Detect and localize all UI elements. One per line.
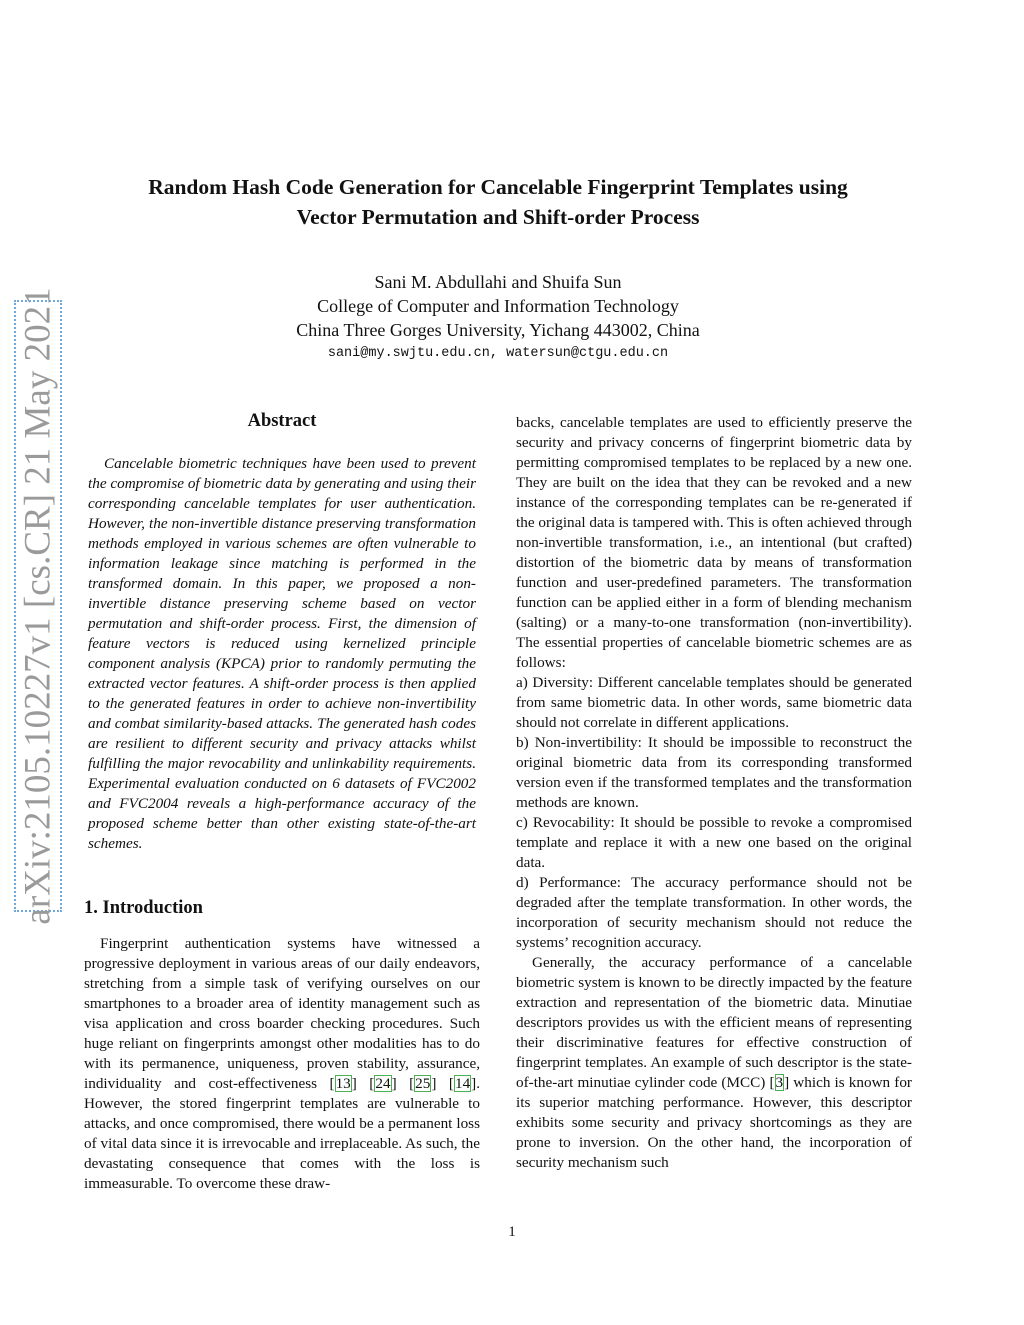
title-line-2: Vector Permutation and Shift-order Process bbox=[296, 205, 700, 229]
intro-p2-continued: which is known for its superior matching performance. However, this descriptor exhibits some security and privacy shortcomings as they are prone to inversion. On the other hand, the incorporation of security mechanism such bbox=[516, 1074, 912, 1171]
intro-p1-continued: . However, the stored fingerprint templates are vulnerable to attacks, and once compromised, there would be a permanent loss of vital data since it is irrevocable and irreplaceable. As such, the devastating consequence that comes with the loss is immeasurable. To overcome these draw- bbox=[84, 1075, 481, 1192]
citation-13[interactable]: 13 bbox=[335, 1075, 351, 1092]
citation-3[interactable]: 3 bbox=[775, 1074, 784, 1091]
abstract-heading: Abstract bbox=[247, 411, 317, 431]
author-emails: sani@my.swjtu.edu.cn, watersun@ctgu.edu.cn bbox=[327, 346, 669, 361]
page-number: 1 bbox=[508, 1224, 516, 1240]
author-names: Sani M. Abdullahi and Shuifa Sun bbox=[374, 272, 622, 292]
left-column bbox=[84, 408, 480, 1194]
intro-paragraph-1: Fingerprint authentication systems have witnessed a progressive deployment in various areas of our daily endeavors, stretching from a simple task of verifying ourselves on our smartphones to a broader area of identity management such as visa application and cross boarder checking procedures. Such huge reliant on fingerprints amongst other modalities has to do with its permanence, uniqueness, proven stability, assurance, individuality and cost-effectiveness [13] [24] [25] [14]. However, the stored fingerprint templates are vulnerable to attacks, and once compromised, there would be a permanent loss of vital data since it is irrevocable and irreplaceable. As such, the devastating consequence that comes with the loss is immeasurable. To overcome these draw- bbox=[84, 935, 481, 1192]
list-item-performance: d) Performance: The accuracy performance should not be degraded after the template transformation. In other words, the incorporation of security mechanism should not reduce the systems’ recognition accuracy. bbox=[516, 874, 912, 951]
arxiv-identifier-box bbox=[14, 287, 62, 925]
intro-p2-text: Generally, the accuracy performance of a cancelable biometric system is known to be directly impacted by the feature extraction and representation of the biometric data. Minutiae descriptors provides us with the efficient means of representing their discriminative features for effective construction of fingerprint templates. An example of such descriptor is the state-of-the-art minutiae cylinder code (MCC) bbox=[516, 954, 912, 1091]
introduction-heading: 1. Introduction bbox=[84, 898, 203, 918]
citation-14[interactable]: 14 bbox=[454, 1075, 471, 1092]
list-item-diversity: a) Diversity: Different cancelable templates should be generated from same biometric data. In other words, same biometric data should not correlate in different applications. bbox=[516, 674, 912, 731]
affiliation-college: College of Computer and Information Technology bbox=[317, 296, 679, 316]
abstract-text: Cancelable biometric techniques have been used to prevent the compromise of biometric data by generating and using their corresponding cancelable templates for user authentication. However, the non-invertible distance preserving transformation methods employed in various schemes are often vulnerable to information leakage since matching is performed in the transformed domain. In this paper, we proposed a non-invertible distance preserving scheme based on vector permutation and shift-order process. First, the dimension of feature vectors is reduced using kernelized principle component analysis (KPCA) prior to randomly permuting the extracted vector features. A shift-order process is then applied to the generated features in order to achieve non-invertibility and combat similarity-based attacks. The generated hash codes are resilient to different security and privacy attacks whilst fulfilling the major revocability and unlinkability requirements. Experimental evaluation conducted on 6 datasets of FVC2002 and FVC2004 reveals a high-performance accuracy of the proposed scheme better than other existing state-of-the-art schemes. bbox=[88, 455, 476, 852]
intro-paragraph-1-continued: backs, cancelable templates are used to efficiently preserve the security and privacy concerns of fingerprint biometric data by permitting compromised templates to be replaced by a new one. They are built on the idea that they can be revoked and a new instance of the corresponding templates can be re-generated if the original data is tampered with. This is often achieved through non-invertible transformation, i.e., an intentional (but crafted) distortion of the biometric data by means of transformation function and user-predefined parameters. The transformation function can be applied either in a form of blending mechanism (salting) or a many-to-one transformation (non-invertibility). The essential properties of cancelable biometric schemes are as follows: bbox=[516, 414, 912, 671]
intro-p1-text: Fingerprint authentication systems have witnessed a progressive deployment in various areas of our daily endeavors, stretching from a simple task of verifying ourselves on our smartphones to a broader area of identity management such as visa application and cross boarder checking procedures. Such huge reliant on fingerprints amongst other modalities has to do with its permanence, uniqueness, proven stability, assurance, individuality and cost-effectiveness bbox=[84, 935, 480, 1092]
paper-title bbox=[90, 172, 906, 232]
citation-24[interactable]: 24 bbox=[375, 1075, 391, 1092]
affiliation-university: China Three Gorges University, Yichang 443002, China bbox=[296, 320, 700, 340]
list-item-revocability: c) Revocability: It should be possible to revoke a compromised template and replace it with a new one based on the original data. bbox=[516, 814, 912, 871]
arxiv-identifier: arXiv:2105.10227v1 [cs.CR] 21 May 2021 bbox=[17, 287, 59, 925]
right-column bbox=[516, 413, 912, 1173]
citation-25[interactable]: 25 bbox=[415, 1075, 431, 1092]
author-block bbox=[150, 270, 846, 342]
title-line-1: Random Hash Code Generation for Cancelable Fingerprint Templates using bbox=[148, 175, 848, 199]
list-item-non-invertibility: b) Non-invertibility: It should be impossible to reconstruct the original biometric data from its corresponding transformed version even if the transformed templates and the transformation methods are known. bbox=[516, 734, 912, 811]
intro-paragraph-2: Generally, the accuracy performance of a cancelable biometric system is known to be directly impacted by the feature extraction and representation of the biometric data. Minutiae descriptors provides us with the efficient means of representing their discriminative features for effective construction of fingerprint templates. An example of such descriptor is the state-of-the-art minutiae cylinder code (MCC) [3] which is known for its superior matching performance. However, this descriptor exhibits some security and privacy shortcomings as they are prone to inversion. On the other hand, the incorporation of security mechanism such bbox=[516, 954, 912, 1171]
